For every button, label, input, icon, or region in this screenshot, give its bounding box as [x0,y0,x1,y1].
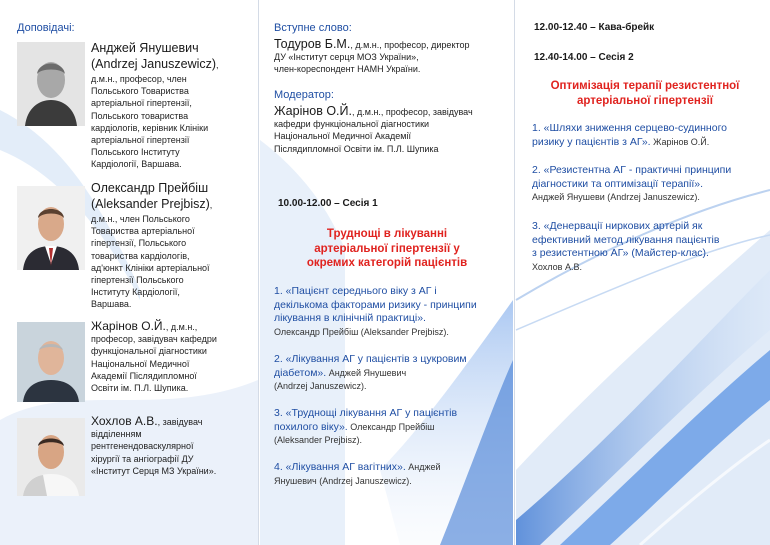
moderator-desc-2: Післядипломної Освіти ім. П.Л. Шупика [274,143,439,154]
intro-block [274,22,504,76]
speaker-desc-2: Національної Медичної [91,358,190,369]
coffee-break: 12.00-12.40 – Кава-брейк [534,22,655,33]
speaker-desc-7: Варшава. [91,299,132,310]
speaker-desc-1: функціональної діагностики [91,346,207,357]
speaker-desc-2: гіпертензії, Польського [91,238,187,249]
moderator-label: Модератор: [274,89,334,101]
speaker-name-latin: (Aleksander Prejbisz) [91,197,210,211]
speaker-desc-first: , д.м.н., [165,322,198,332]
session1-time: 10.00-12.00 – Сесія 1 [278,198,378,209]
speaker-desc-3: товариства кардіологів, [91,250,190,261]
speaker-photo [17,322,85,402]
speaker-khokhlov [17,415,247,505]
talk-title-line-1: ризику у пацієнтів з АГ». [532,135,651,148]
talk-title-line-1: декількома факторами ризику - принципи [274,298,477,311]
speaker-desc-3: Польського товариства [91,110,189,121]
intro-name: Тодуров Б.М. [274,37,351,51]
speaker-desc-6: Польського Інституту [91,147,180,158]
speaker-desc-2: хірургії та ангіографії ДУ [91,453,194,464]
talk-title-line-0: 1. «Шляхи зниження серцево-судинного [532,122,728,134]
session2-talk-1 [532,122,768,149]
session1-talk-4 [274,461,499,488]
speaker-desc-3: Академії Післядипломної [91,370,197,381]
speaker-desc-5: гіпертензії Польського [91,275,184,286]
talk-title-line-0: 2. «Резистентна АГ - практичні принципи [532,164,732,176]
speaker-desc-1: Товариства артеріальної [91,226,195,237]
intro-label: Вступне слово: [274,22,352,34]
moderator-desc-first: , д.м.н., професор, завідувач [352,107,473,117]
session2-panel [516,0,770,545]
speaker-zharinov [17,320,247,410]
session1-talk-2 [274,353,499,394]
session2-title-line-1: артеріальної гіпертензії [576,94,713,107]
speaker-desc-1: Польського Товариства [91,86,189,97]
moderator-desc-0: кафедри функціональної діагностики [274,119,430,130]
session2-talk-2 [532,164,768,205]
speaker-name-latin: (Andrzej Januszewicz) [91,57,217,71]
talk-author-inline: Олександр Прейбіш [347,421,435,432]
speaker-name-suffix: , [209,200,213,210]
speakers-panel [0,0,258,545]
session1-title-line-1: артеріальної гіпертензії у [314,242,460,255]
portrait-image [17,186,85,270]
talk-title-line-1: діабетом». [274,366,327,379]
speaker-desc-6: Інституту Кардіології, [91,287,180,298]
talk-author: Хохлов А.В. [532,261,582,272]
fold-line-1 [258,0,259,545]
talk-author-inline: Анджей Янушевич [326,367,407,378]
speaker-januszewicz [17,40,247,170]
speaker-desc-2: артеріальної гіпертензії, [91,98,192,109]
session1-talk-3 [274,407,499,448]
speaker-photo [17,418,85,496]
moderator-desc-1: Національної Медичної Академії [274,131,411,142]
talk-title-line-0: 3. «Денервації ниркових артерій як [532,220,703,232]
speaker-desc-4: кардіологів, керівник Клініки [91,122,209,133]
talk-title-line-1: ефективний метод лікування пацієнтів [532,233,720,246]
talk-title-line-1: діагностики та оптимізації терапії». [532,177,704,190]
session1-title [272,227,502,271]
speaker-photo [17,42,85,126]
session2-title [526,79,764,108]
talk-author-inline: Анджей [405,462,441,472]
speaker-desc-7: Кардіології, Варшава. [91,159,182,170]
speaker-name: Хохлов А.В. [91,414,158,428]
talk-author-inline: Жарінов О.Й. [650,136,710,147]
session2-time: 12.40-14.00 – Сесія 2 [534,52,634,63]
speaker-name: Олександр Прейбіш [91,181,209,195]
intro-desc-0: ДУ «Інститут серця МОЗ України», [274,52,419,63]
talk-title-line-2: лікування в клінічній практиці». [274,312,426,324]
speaker-desc-first: , завідувач [157,417,203,427]
moderator-name: Жарінов О.Й. [274,104,352,118]
talk-title-line-0: 2. «Лікування АГ у пацієнтів з цукровим [274,353,467,365]
talk-title-line-1: похилого віку». [274,420,348,433]
speaker-desc-3: «Інститут Серця МЗ України». [91,465,217,476]
session1-panel [260,0,513,545]
portrait-image [17,322,85,402]
moderator-block [274,89,504,155]
speaker-desc-4: Освіти ім. П.Л. Шупика. [91,383,189,394]
session2-title-line-0: Оптимізація терапії резистентної [550,80,740,92]
speaker-name-suffix: , [216,60,219,70]
speaker-name: Анджей Янушевич [91,41,199,55]
speaker-desc-0: відділенням [91,429,142,440]
talk-title-line-0: 4. «Лікування АГ вагітних». [274,461,406,473]
speaker-desc-4: ад'юнкт Клініки артеріальної [91,262,210,273]
session1-title-line-0: Труднощі в лікуванні [326,228,448,240]
speaker-desc-0: д.м.н., член Польського [91,214,190,224]
talk-author: Янушевич (Andrzej Januszewicz). [274,475,412,486]
fold-line-2 [514,0,515,545]
talk-title-line-2: з резистентною АГ» (Майстер-клас). [532,247,709,259]
talk-author: (Andrzej Januszewicz). [274,381,367,391]
portrait-image [17,418,85,496]
speaker-photo [17,186,85,270]
speaker-desc-1: рентгенендоваскулярної [91,441,194,452]
intro-desc-first: , д.м.н., професор, директор [350,40,470,50]
talk-author: Анджей Янушеви (Andrzej Januszewicz). [532,192,700,202]
portrait-image [17,42,85,126]
talk-author: (Aleksander Prejbisz). [274,435,363,445]
talk-author: Олександр Прейбіш (Aleksander Prejbisz). [274,326,449,337]
talk-title-line-0: 1. «Пацієнт середнього віку з АГ і [274,285,437,297]
session1-title-line-2: окремих категорій пацієнтів [306,257,468,269]
speakers-heading: Доповідачі: [17,22,75,34]
speaker-desc-0: д.м.н., професор, член [91,74,187,84]
talk-title-line-0: 3. «Труднощі лікування АГ у пацієнтів [274,407,458,419]
speaker-name: Жарінов О.Й. [91,319,166,333]
speaker-desc-0: професор, завідувач кафедри [91,334,217,345]
intro-desc-1: член-кореспондент НАМН України. [274,64,421,75]
speaker-prejbisz [17,180,247,310]
session1-talk-1 [274,285,499,339]
speaker-desc-5: артеріальної гіпертензії [91,135,190,146]
session2-talk-3 [532,220,768,274]
